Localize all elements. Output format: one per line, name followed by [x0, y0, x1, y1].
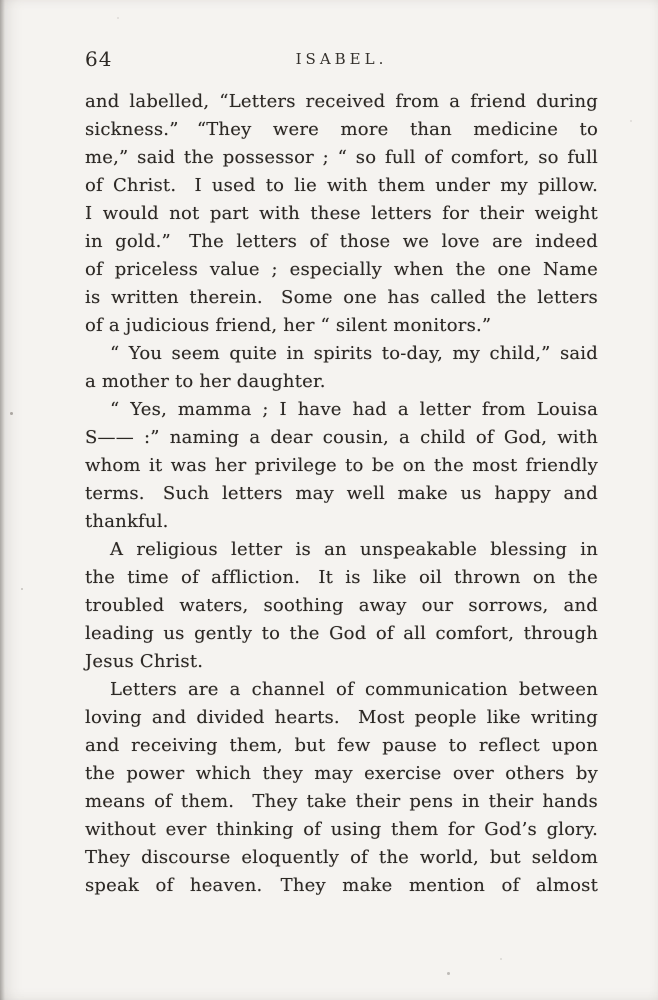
scan-speck — [10, 412, 13, 415]
text-line: S—— :” naming a dear cousin, a child of God, with — [85, 427, 598, 448]
text-line: of a judicious friend, her “ silent monitors.” — [85, 315, 492, 336]
text-line: “ You seem quite in spirits to-day, my child,” said — [110, 343, 598, 364]
scan-speck — [630, 120, 632, 122]
text-line: in gold.” The letters of those we love are indeed — [85, 231, 598, 252]
text-line: sickness.” “They were more than medicine to — [85, 119, 598, 140]
text-line: loving and divided hearts. Most people like writing — [85, 707, 598, 728]
text-line: the power which they may exercise over others by — [85, 763, 598, 784]
scan-speck — [500, 958, 502, 960]
text-line: thankful. — [85, 511, 169, 532]
text-line: troubled waters, soothing away our sorrows, and — [85, 595, 598, 616]
text-line: leading us gently to the God of all comfort, through — [85, 623, 598, 644]
scan-speck — [117, 17, 119, 19]
scan-speck — [447, 972, 450, 975]
text-line: is written therein. Some one has called the letters — [85, 287, 598, 308]
text-line: without ever thinking of using them for God’s glory. — [85, 819, 598, 840]
text-line: means of them. They take their pens in their hands — [85, 791, 598, 812]
text-line: Jesus Christ. — [85, 651, 204, 672]
text-line: speak of heaven. They make mention of almost — [85, 875, 598, 896]
text-line: “ Yes, mamma ; I have had a letter from Louisa — [110, 399, 598, 420]
page-body — [85, 88, 598, 900]
text-line: whom it was her privilege to be on the most friendly — [85, 455, 598, 476]
text-line: terms. Such letters may well make us happy and — [85, 483, 598, 504]
text-line: of priceless value ; especially when the one Name — [85, 259, 598, 280]
running-header: ISABEL. — [295, 50, 388, 68]
text-line: a mother to her daughter. — [85, 371, 326, 392]
page-header — [85, 47, 598, 69]
text-line: They discourse eloquently of the world, but seldom — [85, 847, 598, 868]
text-line: and receiving them, but few pause to reflect upon — [85, 735, 598, 756]
page-number: 64 — [85, 47, 113, 71]
text-line: Letters are a channel of communication between — [110, 679, 598, 700]
text-line: of Christ. I used to lie with them under my pillow. — [85, 175, 598, 196]
text-line: the time of affliction. It is like oil thrown on the — [85, 567, 598, 588]
text-line: A religious letter is an unspeakable blessing in — [110, 539, 598, 560]
text-line: and labelled, “Letters received from a friend during — [85, 91, 598, 112]
text-line: me,” said the possessor ; “ so full of comfort, so full — [85, 147, 598, 168]
scan-speck — [21, 588, 23, 590]
text-line: I would not part with these letters for their weight — [85, 203, 598, 224]
scan-edge-shadow — [0, 0, 5, 1000]
